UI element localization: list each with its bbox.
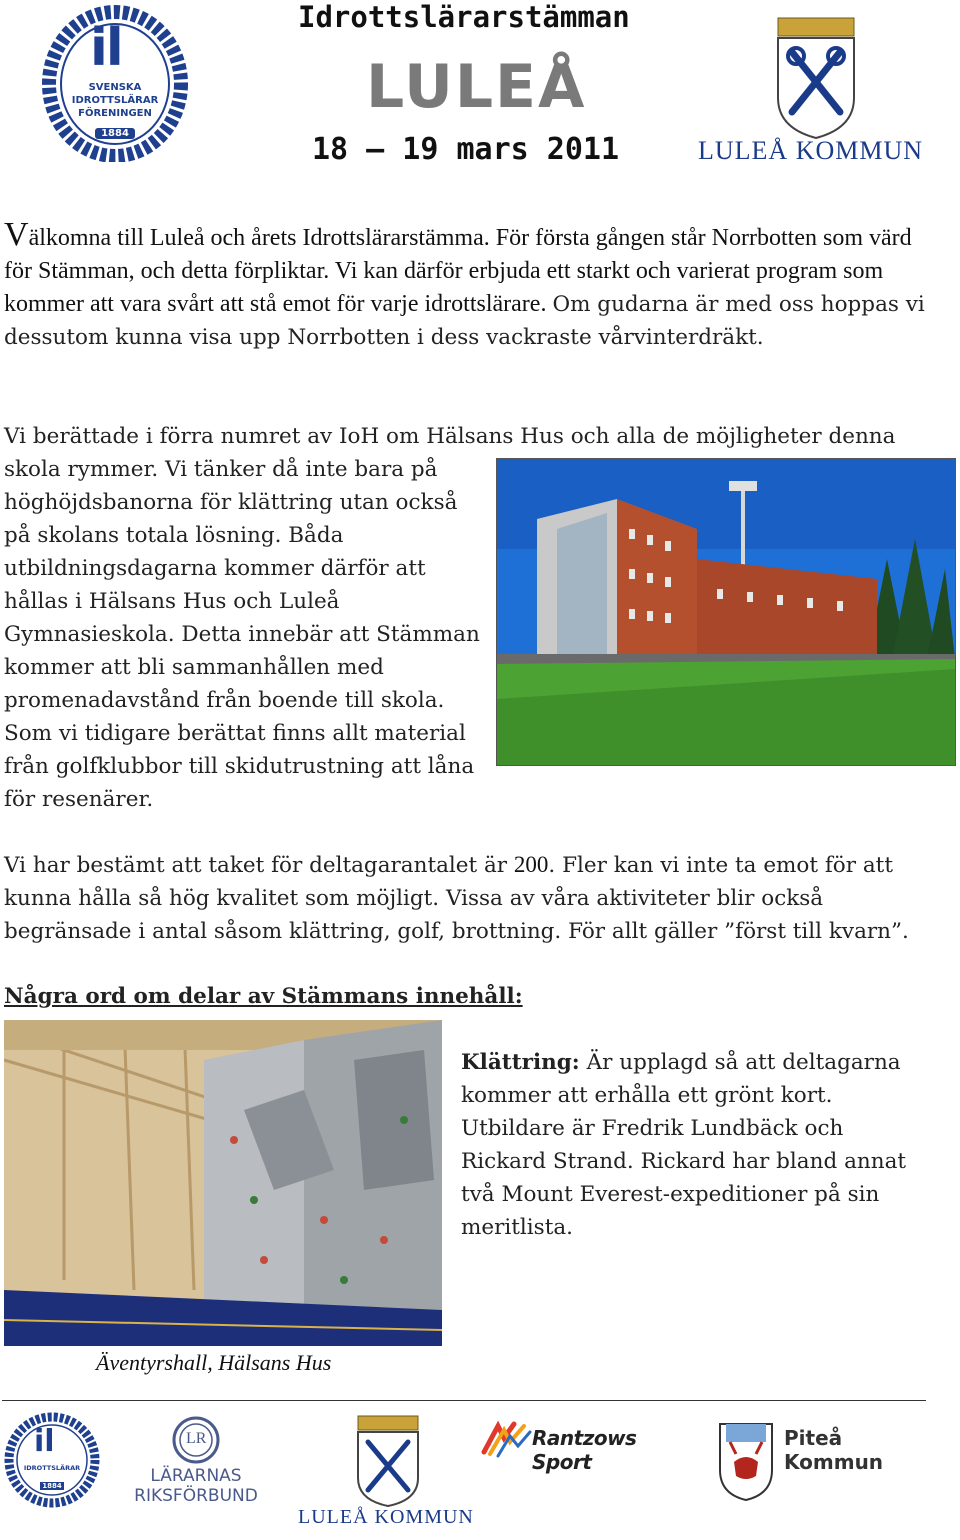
sif-line1: SVENSKA: [88, 82, 142, 93]
sif-line2: IDROTTSLÄRAR: [71, 95, 159, 106]
footer-sif-text: IDROTTSLÄRAR: [23, 1464, 81, 1472]
pitea-kommun-logo: [716, 1420, 946, 1504]
halsans-line: på skolans totala lösning. Båda: [4, 523, 344, 548]
lararnas-line2: RIKSFÖRBUND: [134, 1486, 258, 1506]
participants-paragraph: [4, 848, 934, 948]
reindeer-shield-icon: [716, 1420, 776, 1502]
sif-line3: FÖRENINGEN: [78, 108, 152, 119]
runner-icon: [480, 1418, 532, 1458]
school-building-photo: [496, 458, 956, 766]
sif-il-mark: il: [90, 18, 122, 78]
photo-caption: Äventyrshall, Hälsans Hus: [96, 1350, 332, 1375]
rantzows-sport-logo: [480, 1418, 700, 1474]
footer-kommun-label: LULEÅ KOMMUN: [298, 1506, 474, 1528]
halsans-line: för resenärer.: [4, 787, 154, 812]
kommun-label: LULEÅ KOMMUN: [698, 136, 924, 165]
halsans-line: promenadavstånd från boende till skola.: [4, 688, 445, 713]
halsans-line-full: Vi berättade i förra numret av IoH om Hälsans Hus och alla de möjligheter denna: [4, 424, 896, 449]
lararnas-riksforbund-logo: [130, 1414, 262, 1510]
klattring-label: Klättring:: [461, 1050, 580, 1075]
climbing-wall-photo: [4, 1020, 442, 1346]
event-date: 18 – 19 mars 2011: [312, 132, 620, 167]
halsans-line: skola rymmer. Vi tänker då inte bara på: [4, 457, 438, 482]
content-heading: Några ord om delar av Stämmans innehåll:: [4, 984, 523, 1009]
sif-year: 1884: [95, 128, 135, 139]
halsans-line: kommer att bli sammanhållen med: [4, 655, 384, 680]
pitea-label: Piteå Kommun: [784, 1426, 884, 1474]
footer-sif-il: il: [34, 1424, 55, 1459]
sif-logo: [40, 4, 190, 162]
halsans-line: Gymnasieskola. Detta innebär att Stämman: [4, 622, 480, 647]
halsans-line: från golfklubbor till skidutrustning att låna: [4, 754, 475, 779]
footer-sif-year: 1884: [40, 1482, 64, 1490]
halsans-line: Som vi tidigare berättat finns allt material: [4, 721, 466, 746]
intro-dropcap: V: [4, 216, 29, 253]
participant-cap: 200: [513, 852, 549, 877]
footer-sif-logo: [4, 1412, 100, 1508]
halsans-line: hållas i Hälsans Hus och Luleå: [4, 589, 340, 614]
lr-monogram: LR: [186, 1430, 207, 1447]
klattring-text: Är upplagd så att deltagarna kommer att erhålla ett grönt kort. Utbildare är Fredrik Lundbäck och Rickard Strand. Rickard har bland annat två Mount Everest-expeditioner på sin meritlista.: [461, 1050, 907, 1240]
footer-lulea-kommun-logo: [296, 1414, 480, 1532]
intro-text: älkomna till Luleå och årets Idrottslärarstämma. För första gången står Norrbotten som värd för Stämman, och detta förpliktar. Vi kan därför erbjuda ett starkt och varierat program som kommer att vara svårt att stå emot för varje idrottslärare.: [4, 225, 912, 317]
footer-divider: [2, 1400, 926, 1401]
page-title: Idrottslärarstämman: [298, 0, 630, 34]
halsans-paragraph: [4, 453, 484, 816]
participants-text-a: Vi har bestämt att taket för deltagarantalet är: [4, 853, 514, 878]
intro-paragraph: [4, 218, 934, 354]
lulea-kommun-logo: [696, 14, 936, 170]
participants-text-b: . Fler kan vi inte ta emot för att kunna hålla så hög kvalitet som möjligt. Vissa av våra aktiviteter blir också begränsade i antal såsom klättring, golf, brottning. För allt gäller ”först till kvarn”.: [4, 853, 909, 944]
lulea-wordmark: LULEÅ: [366, 52, 587, 122]
lararnas-line1: LÄRARNAS: [150, 1466, 242, 1486]
rantzows-label: Rantzows Sport: [532, 1426, 637, 1474]
coat-of-arms-icon: [296, 1414, 480, 1508]
intro-text-2: Om gudarna är med oss hoppas vi dessutom kunna visa upp Norrbotten i dess vackraste vårvinterdräkt.: [4, 292, 925, 350]
halsans-line: höghöjdsbanorna för klättring utan också: [4, 490, 458, 515]
klattring-paragraph: [461, 1046, 921, 1244]
halsans-line: utbildningsdagarna kommer därför att: [4, 556, 426, 581]
